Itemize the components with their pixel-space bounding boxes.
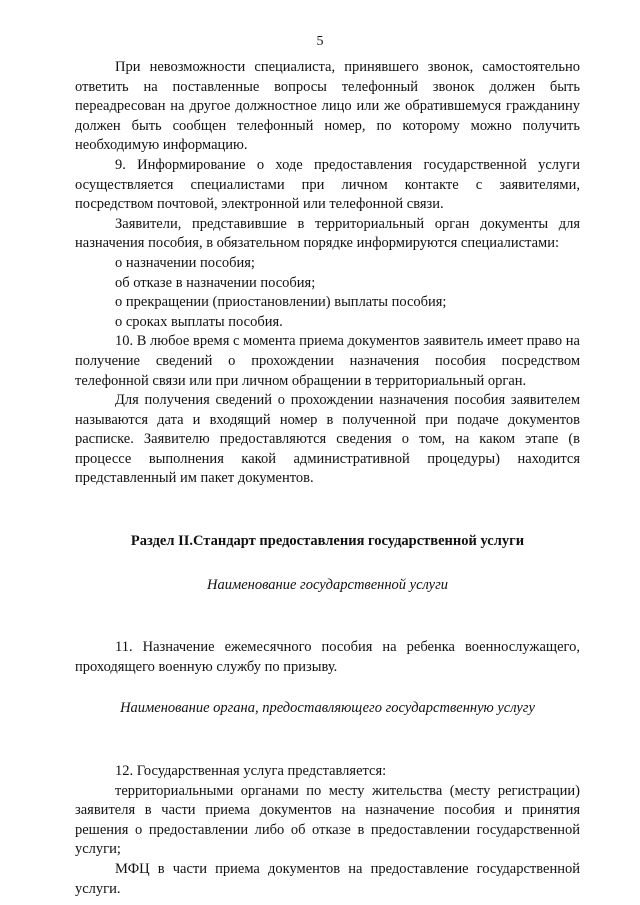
paragraph-redirect-call: При невозможности специалиста, принявшего звонок, самостоятельно ответить на поставленные вопросы телефонный звонок должен быть переадресован на другое должностное лицо или же обратившемуся гражданину должен быть сообщен телефонный номер, по которому можно получить необходимую информацию.: [75, 59, 580, 154]
paragraph-11-service: 11. Назначение ежемесячного пособия на ребенка военнослужащего, проходящего военную службу по призыву.: [75, 639, 580, 675]
paragraph-receipt-info: Для получения сведений о прохождении назначения пособия заявителем называются дата и входящий номер в полученной при подаче документов расписке. Заявителю предоставляются сведения о том, на каком этапе (в процессе выполнения какой административной процедуры) находится представленный им пакет документов.: [75, 392, 580, 487]
page-number: 5: [316, 34, 324, 49]
list-item: об отказе в назначении пособия;: [115, 274, 316, 291]
paragraph-12-provided-by: 12. Государственная услуга представляется:: [115, 763, 387, 780]
paragraph-10-any-time: 10. В любое время с момента приема документов заявитель имеет право на получение сведений о прохождении назначения пособия посредством телефонной связи или при личном обращении в территориальный орган.: [75, 333, 580, 389]
paragraph-9-informing: 9. Информирование о ходе предоставления государственной услуги осуществляется специалистами при личном контакте с заявителями, посредством почтовой, электронной или телефонной связи.: [75, 156, 580, 213]
subtitle-service-name: Наименование государственной услуги: [206, 576, 449, 593]
document-body: [75, 58, 580, 899]
list-item: о прекращении (приостановлении) выплаты пособия;: [115, 294, 447, 311]
section-title: Раздел II.Стандарт предоставления государственной услуги: [130, 533, 525, 550]
list-item: о назначении пособия;: [115, 254, 255, 271]
subtitle-agency-name: Наименование органа, предоставляющего государственную услугу: [120, 700, 535, 717]
paragraph-applicants-informed: Заявители, представившие в территориальный орган документы для назначения пособия, в обязательном порядке информируются специалистами:: [75, 215, 580, 252]
paragraph-territorial-organs: территориальными органами по месту жительства (месту регистрации) заявителя в части приема документов на назначение пособия и принятия решения о предоставлении либо об отказе в предоставлении государственной услуги;: [75, 782, 580, 858]
list-item: о сроках выплаты пособия.: [115, 313, 283, 330]
paragraph-mfc: МФЦ в части приема документов на предоставление государственной услуги.: [75, 861, 580, 897]
